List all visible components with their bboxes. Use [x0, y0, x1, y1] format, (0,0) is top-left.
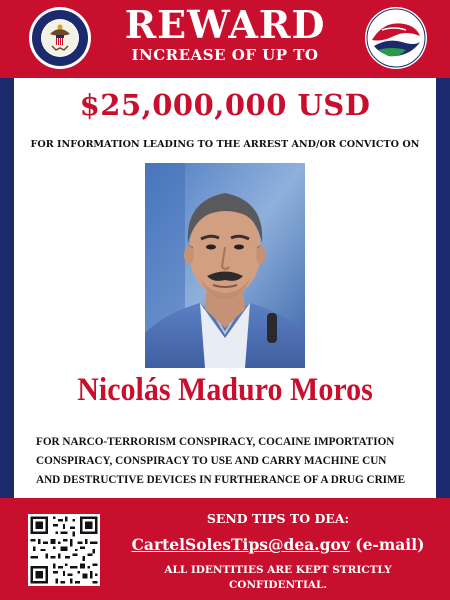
subject-name: Nicolás Maduro Moros: [77, 371, 373, 408]
charges-text: [36, 433, 440, 490]
qr-code-icon[interactable]: [28, 514, 100, 586]
confidentiality-line-2: CONFIDENTIAL.: [228, 579, 328, 591]
confidentiality-notice: [118, 563, 438, 593]
tips-email-suffix: (e-mail): [349, 535, 425, 554]
information-line: FOR INFORMATION LEADING TO THE ARREST AND/OR CONVICTO ON: [30, 139, 420, 150]
reward-amount: $25,000,000 USD: [79, 88, 371, 122]
charges-line-3: AND DESTRUCTIVE DEVICES IN FURTHERANCE OF A DRUG CRIME: [36, 474, 406, 486]
tips-email-link[interactable]: CartelSolesTips@dea.gov: [131, 535, 350, 554]
tips-title: SEND TIPS TO DEA:: [206, 511, 350, 526]
reward-title: REWARD: [124, 2, 326, 47]
subject-photo: [145, 163, 305, 368]
confidentiality-line-1: ALL IDENTITIES ARE KEPT STRICTLY: [164, 564, 392, 576]
tips-email-line: [118, 535, 438, 554]
reward-subtitle: INCREASE OF UP TO: [131, 46, 319, 64]
charges-line-1: FOR NARCO-TERRORISM CONSPIRACY, COCAINE IMPORTATION: [36, 436, 395, 448]
charges-line-2: CONSPIRACY, CONSPIRACY TO USE AND CARRY MACHINE CUN: [36, 455, 387, 467]
